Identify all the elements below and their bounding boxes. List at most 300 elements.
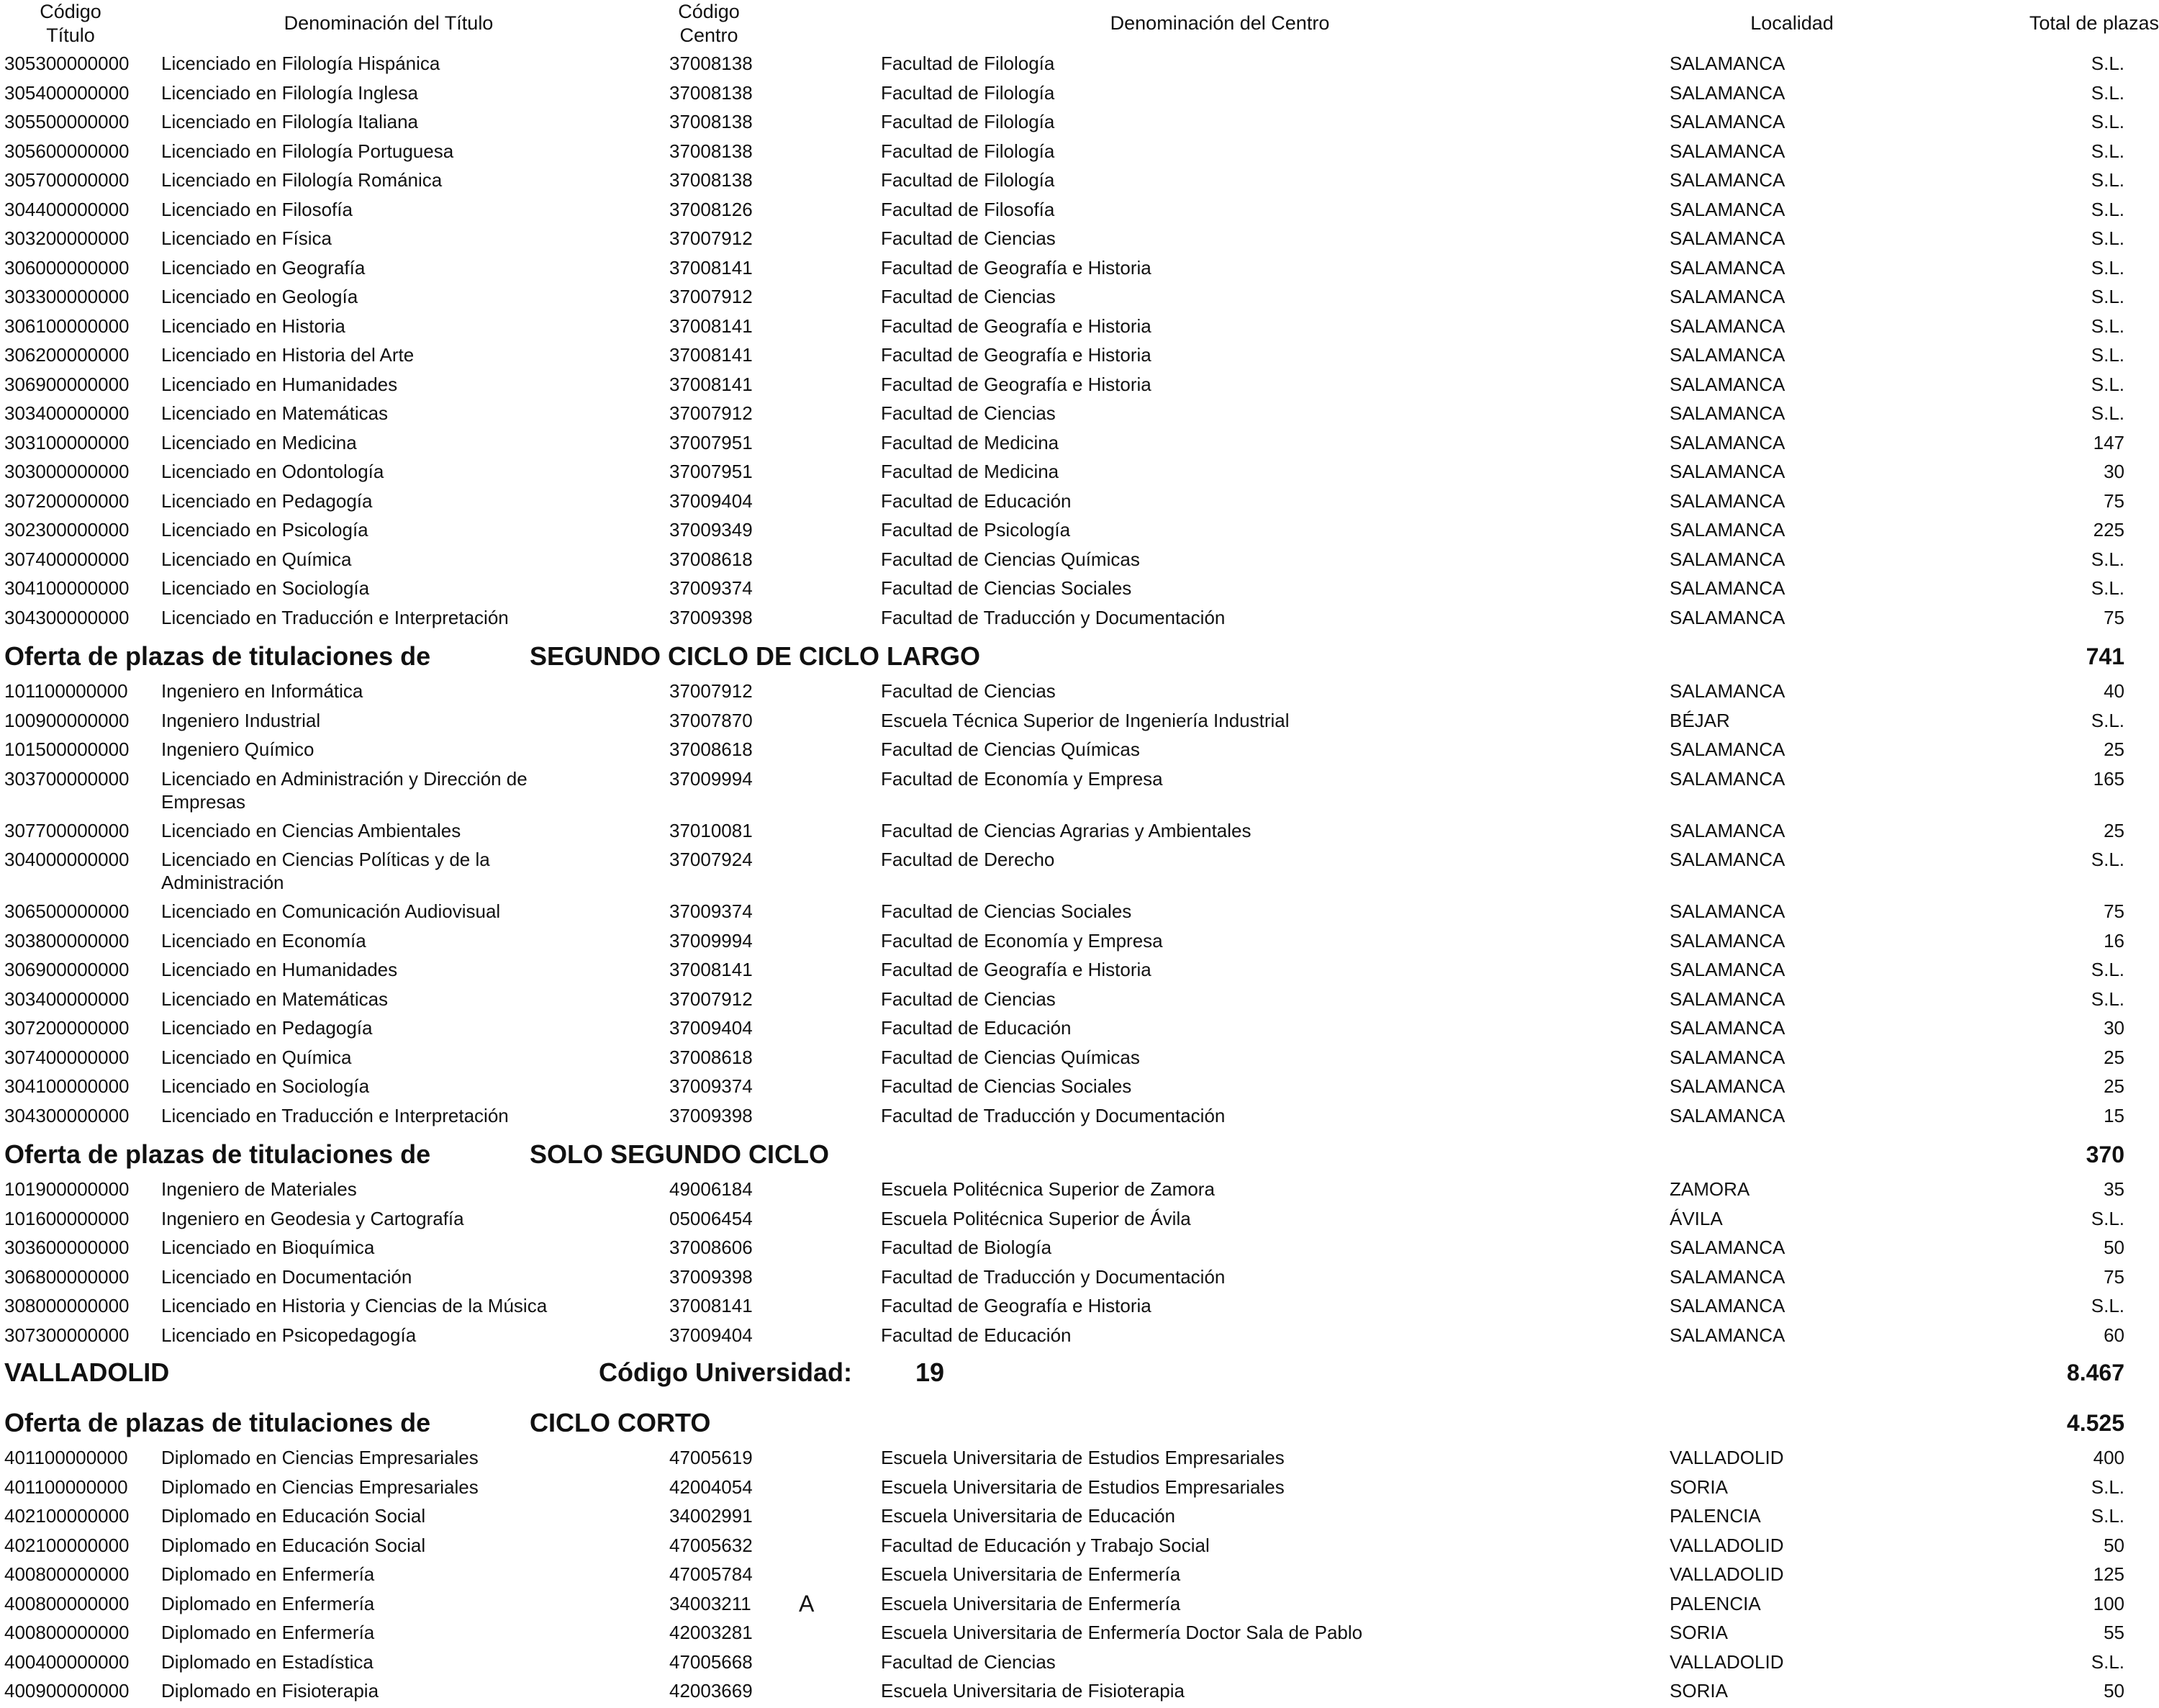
codigo-titulo-cell: 305500000000 (4, 111, 130, 132)
denominacion-titulo-cell: Licenciado en Administración y Dirección de Empresas (161, 767, 528, 813)
total-plazas-cell: 15 (2104, 1104, 2124, 1126)
denominacion-centro-cell: Escuela Universitaria de Enfermería (881, 1592, 1181, 1614)
codigo-centro-cell: 37008138 (669, 169, 753, 191)
codigo-titulo-cell: 303100000000 (4, 431, 130, 453)
denominacion-centro-cell: Facultad de Geografía e Historia (881, 373, 1151, 395)
localidad-cell: SALAMANCA (1670, 767, 1785, 790)
table-row (0, 577, 2159, 605)
total-plazas-cell: S.L. (2091, 140, 2124, 162)
codigo-centro-cell: 37009374 (669, 1075, 753, 1097)
denominacion-centro-cell: Escuela Universitaria de Fisioterapia (881, 1680, 1185, 1702)
denominacion-titulo-cell: Diplomado en Enfermería (161, 1563, 375, 1585)
total-plazas-cell: 25 (2104, 819, 2124, 841)
codigo-titulo-cell: 304000000000 (4, 849, 130, 870)
denominacion-centro-cell: Facultad de Filología (881, 140, 1055, 162)
codigo-titulo-cell: 306800000000 (4, 1265, 130, 1288)
denominacion-titulo-cell: Licenciado en Historia (161, 315, 345, 337)
denominacion-centro-cell: Facultad de Filosofía (881, 198, 1055, 220)
denominacion-centro-cell: Facultad de Ciencias Químicas (881, 548, 1140, 570)
codigo-centro-cell: 37007870 (669, 709, 753, 731)
table-row (0, 518, 2159, 547)
localidad-cell: SALAMANCA (1670, 461, 1785, 482)
table-row (0, 1534, 2159, 1563)
table-row (0, 679, 2159, 708)
denominacion-centro-cell: Facultad de Psicología (881, 519, 1071, 541)
table-row (0, 1236, 2159, 1265)
denominacion-centro-cell: Facultad de Educación (881, 489, 1072, 512)
denominacion-titulo-cell: Licenciado en Filología Románica (161, 169, 443, 191)
table-row (0, 988, 2159, 1016)
denominacion-centro-cell: Facultad de Ciencias (881, 286, 1056, 307)
denominacion-centro-cell: Facultad de Geografía e Historia (881, 315, 1151, 337)
table-row (0, 1075, 2159, 1103)
denominacion-titulo-cell: Diplomado en Enfermería (161, 1592, 375, 1614)
codigo-centro-cell: 37008126 (669, 198, 753, 220)
total-plazas-cell: 75 (2104, 489, 2124, 512)
localidad-cell: VALLADOLID (1670, 1650, 1784, 1673)
codigo-centro-cell: 37007951 (669, 461, 753, 482)
denominacion-titulo-cell: Licenciado en Historia y Ciencias de la Música (161, 1295, 548, 1316)
denominacion-centro-cell: Facultad de Medicina (881, 461, 1059, 482)
total-plazas-cell: 165 (2093, 767, 2124, 790)
denominacion-titulo-cell: Licenciado en Pedagogía (161, 489, 373, 512)
section-label: SOLO SEGUNDO CICLO (530, 1139, 830, 1169)
table-row (0, 1294, 2159, 1323)
denominacion-centro-cell: Facultad de Ciencias (881, 1650, 1056, 1673)
total-plazas-cell: S.L. (2091, 169, 2124, 191)
codigo-titulo-cell: 303000000000 (4, 461, 130, 482)
total-plazas-cell: S.L. (2091, 1207, 2124, 1229)
localidad-cell: SALAMANCA (1670, 344, 1785, 366)
table-row (0, 1324, 2159, 1352)
total-plazas-cell: S.L. (2091, 256, 2124, 279)
codigo-centro-cell: 37008141 (669, 256, 753, 279)
codigo-centro-cell: 47005632 (669, 1534, 753, 1556)
denominacion-titulo-cell: Licenciado en Documentación (161, 1265, 412, 1288)
denominacion-centro-cell: Facultad de Traducción y Documentación (881, 1104, 1226, 1126)
total-plazas-cell: S.L. (2091, 548, 2124, 570)
total-plazas-cell: S.L. (2091, 402, 2124, 424)
localidad-cell: PALENCIA (1670, 1505, 1761, 1527)
denominacion-titulo-cell: Licenciado en Comunicación Audiovisual (161, 900, 501, 922)
table-row (0, 256, 2159, 285)
table-row (0, 1446, 2159, 1475)
localidad-cell: SORIA (1670, 1680, 1728, 1702)
codigo-centro-cell: 37009404 (669, 489, 753, 512)
localidad-cell: SALAMANCA (1670, 1017, 1785, 1039)
section-prefix: Oferta de plazas de titulaciones de (4, 641, 431, 671)
localidad-cell: VALLADOLID (1670, 1447, 1784, 1468)
denominacion-centro-cell: Facultad de Educación (881, 1017, 1072, 1039)
denominacion-titulo-cell: Licenciado en Matemáticas (161, 402, 389, 424)
localidad-cell: SALAMANCA (1670, 1104, 1785, 1126)
total-plazas-cell: 125 (2093, 1563, 2124, 1585)
codigo-centro-cell: 37009994 (669, 767, 753, 790)
localidad-cell: SALAMANCA (1670, 402, 1785, 424)
localidad-cell: SALAMANCA (1670, 1295, 1785, 1316)
codigo-centro-cell: 37007912 (669, 286, 753, 307)
codigo-centro-cell: 37009374 (669, 900, 753, 922)
localidad-cell: SALAMANCA (1670, 489, 1785, 512)
header-denominacion-centro: Denominación del Centro (1110, 12, 1330, 34)
table-row (0, 1207, 2159, 1236)
localidad-cell: SALAMANCA (1670, 81, 1785, 104)
total-plazas-cell: S.L. (2091, 1295, 2124, 1316)
denominacion-titulo-cell: Licenciado en Matemáticas (161, 988, 389, 1010)
denominacion-titulo-cell: Diplomado en Estadística (161, 1650, 374, 1673)
table-row (0, 1104, 2159, 1133)
codigo-titulo-cell: 306900000000 (4, 959, 130, 980)
denominacion-titulo-cell: Licenciado en Química (161, 1046, 352, 1068)
denominacion-centro-cell: Facultad de Filología (881, 111, 1055, 132)
codigo-titulo-cell: 306500000000 (4, 900, 130, 922)
university-total: 8.467 (2066, 1360, 2124, 1386)
codigo-titulo-cell: 303700000000 (4, 767, 130, 790)
codigo-titulo-cell: 307200000000 (4, 489, 130, 512)
denominacion-centro-cell: Facultad de Ciencias Químicas (881, 1046, 1140, 1068)
denominacion-centro-cell: Facultad de Educación (881, 1324, 1072, 1346)
codigo-centro-cell: 42004054 (669, 1476, 753, 1498)
table-row (0, 709, 2159, 738)
table-row (0, 1621, 2159, 1650)
denominacion-centro-cell: Facultad de Ciencias Agrarias y Ambientales (881, 819, 1252, 841)
denominacion-titulo-cell: Licenciado en Ciencias Ambientales (161, 819, 461, 841)
total-plazas-cell: S.L. (2091, 709, 2124, 731)
denominacion-titulo-cell: Ingeniero de Materiales (161, 1178, 357, 1200)
localidad-cell: SALAMANCA (1670, 519, 1785, 541)
codigo-centro-cell: 47005619 (669, 1447, 753, 1468)
total-plazas-cell: S.L. (2091, 198, 2124, 220)
total-plazas-cell: 75 (2104, 1265, 2124, 1288)
denominacion-centro-cell: Escuela Universitaria de Estudios Empresariales (881, 1447, 1285, 1468)
total-plazas-cell: 55 (2104, 1622, 2124, 1643)
codigo-titulo-cell: 304100000000 (4, 577, 130, 599)
section-prefix: Oferta de plazas de titulaciones de (4, 1408, 431, 1437)
total-plazas-cell: S.L. (2091, 373, 2124, 395)
total-plazas-cell: S.L. (2091, 988, 2124, 1010)
denominacion-centro-cell: Facultad de Geografía e Historia (881, 1295, 1151, 1316)
denominacion-titulo-cell: Licenciado en Traducción e Interpretación (161, 1104, 509, 1126)
codigo-titulo-cell: 402100000000 (4, 1505, 130, 1527)
localidad-cell: BÉJAR (1670, 709, 1730, 731)
codigo-titulo-cell: 303200000000 (4, 227, 130, 249)
total-plazas-cell: 50 (2104, 1534, 2124, 1556)
total-plazas-cell: 30 (2104, 461, 2124, 482)
total-plazas-cell: S.L. (2091, 227, 2124, 249)
denominacion-titulo-cell: Licenciado en Humanidades (161, 959, 398, 980)
header-denominacion-titulo: Denominación del Título (284, 12, 494, 34)
codigo-titulo-cell: 304300000000 (4, 606, 130, 628)
total-plazas-cell: 40 (2104, 680, 2124, 702)
denominacion-titulo-cell: Licenciado en Economía (161, 929, 366, 952)
section-header (0, 1139, 2159, 1179)
denominacion-centro-cell: Facultad de Ciencias Sociales (881, 1075, 1132, 1097)
table-row (0, 402, 2159, 430)
denominacion-titulo-cell: Licenciado en Filología Portuguesa (161, 140, 454, 162)
codigo-titulo-cell: 303600000000 (4, 1237, 130, 1258)
codigo-titulo-cell: 308000000000 (4, 1295, 130, 1316)
localidad-cell: SALAMANCA (1670, 431, 1785, 453)
localidad-cell: SORIA (1670, 1476, 1728, 1498)
localidad-cell: SALAMANCA (1670, 169, 1785, 191)
codigo-centro-cell: 42003281 (669, 1622, 753, 1643)
localidad-cell: SALAMANCA (1670, 1046, 1785, 1068)
codigo-titulo-cell: 303800000000 (4, 929, 130, 952)
university-header (0, 1357, 2159, 1397)
total-plazas-cell: 25 (2104, 1075, 2124, 1097)
denominacion-titulo-cell: Diplomado en Enfermería (161, 1622, 375, 1643)
denominacion-centro-cell: Escuela Politécnica Superior de Ávila (881, 1207, 1191, 1229)
codigo-titulo-cell: 303300000000 (4, 286, 130, 307)
localidad-cell: SALAMANCA (1670, 900, 1785, 922)
total-plazas-cell: S.L. (2091, 111, 2124, 132)
localidad-cell: SALAMANCA (1670, 1324, 1785, 1346)
total-plazas-cell: S.L. (2091, 1505, 2124, 1527)
table-row (0, 1178, 2159, 1206)
denominacion-titulo-cell: Licenciado en Historia del Arte (161, 344, 415, 366)
localidad-cell: SALAMANCA (1670, 256, 1785, 279)
table-row (0, 819, 2159, 848)
codigo-centro-cell: 37008138 (669, 111, 753, 132)
codigo-centro-cell: 37008618 (669, 548, 753, 570)
codigo-titulo-cell: 101500000000 (4, 738, 130, 760)
table-row (0, 81, 2159, 110)
denominacion-centro-cell: Facultad de Filología (881, 81, 1055, 104)
denominacion-centro-cell: Facultad de Derecho (881, 849, 1055, 870)
header-localidad: Localidad (1750, 12, 1834, 34)
codigo-titulo-cell: 305700000000 (4, 169, 130, 191)
codigo-centro-cell: 37009404 (669, 1324, 753, 1346)
denominacion-titulo-cell: Licenciado en Filología Italiana (161, 111, 419, 132)
table-row (0, 1592, 2159, 1621)
total-plazas-cell: S.L. (2091, 1476, 2124, 1498)
codigo-titulo-cell: 400800000000 (4, 1592, 130, 1614)
denominacion-titulo-cell: Licenciado en Humanidades (161, 373, 398, 395)
total-plazas-cell: 60 (2104, 1324, 2124, 1346)
codigo-centro-cell: 37007912 (669, 227, 753, 249)
table-row (0, 1679, 2159, 1708)
localidad-cell: SALAMANCA (1670, 929, 1785, 952)
localidad-cell: SALAMANCA (1670, 227, 1785, 249)
denominacion-centro-cell: Facultad de Ciencias Químicas (881, 738, 1140, 760)
university-code: 19 (915, 1357, 945, 1387)
codigo-titulo-cell: 306200000000 (4, 344, 130, 366)
table-row (0, 606, 2159, 635)
table-row (0, 227, 2159, 256)
denominacion-titulo-cell: Licenciado en Ciencias Políticas y de la Administración (161, 849, 490, 893)
total-plazas-cell: 35 (2104, 1178, 2124, 1200)
university-code-label: Código Universidad: (599, 1357, 853, 1387)
denominacion-centro-cell: Escuela Universitaria de Enfermería Doctor Sala de Pablo (881, 1622, 1363, 1643)
denominacion-titulo-cell: Ingeniero en Informática (161, 680, 363, 702)
localidad-cell: SALAMANCA (1670, 1265, 1785, 1288)
localidad-cell: SALAMANCA (1670, 111, 1785, 132)
table-row (0, 460, 2159, 489)
table-row (0, 431, 2159, 460)
table-row (0, 958, 2159, 987)
codigo-titulo-cell: 304400000000 (4, 198, 130, 220)
table-row (0, 52, 2159, 81)
denominacion-titulo-cell: Licenciado en Sociología (161, 577, 370, 599)
total-plazas-cell: S.L. (2091, 959, 2124, 980)
section-header (0, 1407, 2159, 1447)
denominacion-centro-cell: Escuela Politécnica Superior de Zamora (881, 1178, 1215, 1200)
codigo-titulo-cell: 307300000000 (4, 1324, 130, 1346)
header-codigo-titulo: Código Título (40, 1, 101, 46)
denominacion-titulo-cell: Licenciado en Traducción e Interpretación (161, 606, 509, 628)
localidad-cell: SALAMANCA (1670, 988, 1785, 1010)
codigo-titulo-cell: 400800000000 (4, 1563, 130, 1585)
total-plazas-cell: 25 (2104, 738, 2124, 760)
total-plazas-cell: 30 (2104, 1017, 2124, 1039)
codigo-centro-cell: 37008618 (669, 1046, 753, 1068)
localidad-cell: SALAMANCA (1670, 738, 1785, 760)
localidad-cell: SALAMANCA (1670, 140, 1785, 162)
codigo-titulo-cell: 401100000000 (4, 1447, 128, 1468)
denominacion-titulo-cell: Ingeniero Químico (161, 738, 314, 760)
codigo-centro-cell: 49006184 (669, 1178, 753, 1200)
denominacion-centro-cell: Facultad de Ciencias (881, 402, 1056, 424)
total-plazas-cell: 147 (2093, 431, 2124, 453)
denominacion-titulo-cell: Licenciado en Filosofía (161, 198, 353, 220)
table-row (0, 738, 2159, 767)
localidad-cell: SALAMANCA (1670, 680, 1785, 702)
denominacion-centro-cell: Facultad de Ciencias (881, 227, 1056, 249)
table-row (0, 373, 2159, 402)
table-row (0, 848, 2159, 900)
codigo-titulo-cell: 304100000000 (4, 1075, 130, 1097)
localidad-cell: SALAMANCA (1670, 819, 1785, 841)
total-plazas-cell: S.L. (2091, 344, 2124, 366)
localidad-cell: SALAMANCA (1670, 577, 1785, 599)
codigo-centro-cell: 37009374 (669, 577, 753, 599)
table-row (0, 1504, 2159, 1533)
denominacion-titulo-cell: Licenciado en Medicina (161, 431, 357, 453)
codigo-centro-cell: 37007912 (669, 402, 753, 424)
codigo-centro-cell: 05006454 (669, 1207, 753, 1229)
codigo-titulo-cell: 307400000000 (4, 1046, 130, 1068)
codigo-titulo-cell: 302300000000 (4, 519, 130, 541)
denominacion-centro-cell: Facultad de Ciencias (881, 680, 1056, 702)
localidad-cell: SALAMANCA (1670, 849, 1785, 870)
denominacion-titulo-cell: Licenciado en Geología (161, 286, 358, 307)
codigo-titulo-cell: 303400000000 (4, 988, 130, 1010)
denominacion-titulo-cell: Diplomado en Educación Social (161, 1505, 426, 1527)
codigo-titulo-cell: 101900000000 (4, 1178, 130, 1200)
table-row (0, 1265, 2159, 1294)
codigo-titulo-cell: 101100000000 (4, 680, 128, 702)
codigo-titulo-cell: 306000000000 (4, 256, 130, 279)
codigo-titulo-cell: 307700000000 (4, 819, 130, 841)
table-row (0, 1563, 2159, 1591)
header-total-plazas: Total de plazas (2029, 12, 2159, 34)
table-row (0, 1650, 2159, 1679)
section-header (0, 641, 2159, 681)
denominacion-centro-cell: Facultad de Traducción y Documentación (881, 606, 1226, 628)
total-plazas-cell: 400 (2093, 1447, 2124, 1468)
codigo-titulo-cell: 303400000000 (4, 402, 130, 424)
localidad-cell: ZAMORA (1670, 1178, 1750, 1200)
table-row (0, 110, 2159, 139)
denominacion-titulo-cell: Licenciado en Geografía (161, 256, 366, 279)
codigo-titulo-cell: 400400000000 (4, 1650, 130, 1673)
localidad-cell: SALAMANCA (1670, 315, 1785, 337)
table-row (0, 1016, 2159, 1045)
denominacion-titulo-cell: Diplomado en Ciencias Empresariales (161, 1447, 479, 1468)
total-plazas-cell: S.L. (2091, 81, 2124, 104)
header-codigo-centro: Código Centro (678, 1, 740, 46)
section-total: 370 (2086, 1142, 2124, 1167)
localidad-cell: SALAMANCA (1670, 959, 1785, 980)
table-row (0, 1046, 2159, 1075)
denominacion-centro-cell: Facultad de Economía y Empresa (881, 767, 1163, 790)
section-label: SEGUNDO CICLO DE CICLO LARGO (530, 641, 981, 671)
denominacion-titulo-cell: Ingeniero Industrial (161, 709, 321, 731)
codigo-titulo-cell: 305300000000 (4, 53, 130, 74)
codigo-centro-cell: 37007912 (669, 988, 753, 1010)
total-plazas-cell: S.L. (2091, 315, 2124, 337)
codigo-titulo-cell: 306100000000 (4, 315, 130, 337)
denominacion-centro-cell: Facultad de Filología (881, 169, 1055, 191)
codigo-titulo-cell: 402100000000 (4, 1534, 130, 1556)
codigo-titulo-cell: 400900000000 (4, 1680, 130, 1702)
localidad-cell: VALLADOLID (1670, 1534, 1784, 1556)
section-total: 4.525 (2066, 1410, 2124, 1436)
codigo-centro-cell: 37009398 (669, 1265, 753, 1288)
table-row (0, 198, 2159, 227)
localidad-cell: SALAMANCA (1670, 373, 1785, 395)
codigo-titulo-cell: 306900000000 (4, 373, 130, 395)
total-plazas-cell: 100 (2093, 1592, 2124, 1614)
codigo-centro-cell: 42003669 (669, 1680, 753, 1702)
codigo-centro-cell: 37008141 (669, 373, 753, 395)
total-plazas-cell: 25 (2104, 1046, 2124, 1068)
codigo-centro-cell: 37008138 (669, 53, 753, 74)
denominacion-centro-cell: Facultad de Ciencias Sociales (881, 900, 1132, 922)
codigo-centro-cell: 37008606 (669, 1237, 753, 1258)
codigo-titulo-cell: 305400000000 (4, 81, 130, 104)
table-row (0, 767, 2159, 819)
section-label: CICLO CORTO (530, 1408, 711, 1437)
codigo-centro-cell: 37009994 (669, 929, 753, 952)
localidad-cell: SALAMANCA (1670, 548, 1785, 570)
localidad-cell: ÁVILA (1670, 1207, 1723, 1229)
codigo-titulo-cell: 401100000000 (4, 1476, 128, 1498)
codigo-centro-cell: 37009398 (669, 606, 753, 628)
codigo-centro-cell: 37007924 (669, 849, 753, 870)
localidad-cell: VALLADOLID (1670, 1563, 1784, 1585)
denominacion-titulo-cell: Licenciado en Psicopedagogía (161, 1324, 417, 1346)
table-row (0, 140, 2159, 168)
denominacion-centro-cell: Escuela Universitaria de Enfermería (881, 1563, 1181, 1585)
denominacion-centro-cell: Facultad de Ciencias (881, 988, 1056, 1010)
codigo-centro-cell: 37008138 (669, 140, 753, 162)
localidad-cell: SALAMANCA (1670, 198, 1785, 220)
localidad-cell: PALENCIA (1670, 1592, 1761, 1614)
denominacion-centro-cell: Facultad de Ciencias Sociales (881, 577, 1132, 599)
denominacion-titulo-cell: Ingeniero en Geodesia y Cartografía (161, 1207, 464, 1229)
annotation-mark: A (799, 1590, 815, 1617)
codigo-centro-cell: 37009398 (669, 1104, 753, 1126)
table-row (0, 343, 2159, 372)
denominacion-titulo-cell: Licenciado en Bioquímica (161, 1237, 375, 1258)
total-plazas-cell: 50 (2104, 1680, 2124, 1702)
codigo-centro-cell: 37009404 (669, 1017, 753, 1039)
codigo-centro-cell: 47005784 (669, 1563, 753, 1585)
codigo-centro-cell: 37010081 (669, 819, 753, 841)
denominacion-titulo-cell: Licenciado en Física (161, 227, 332, 249)
codigo-titulo-cell: 101600000000 (4, 1207, 130, 1229)
